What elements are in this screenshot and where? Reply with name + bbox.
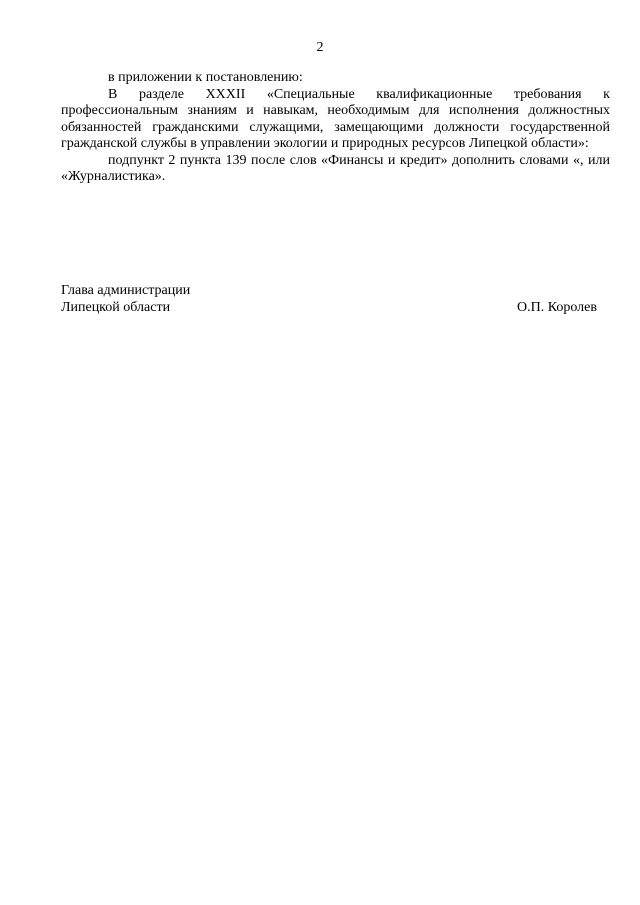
document-body bbox=[61, 70, 610, 186]
signature-block bbox=[61, 282, 597, 316]
signatory-name: О.П. Королев bbox=[517, 300, 597, 315]
signature-position-line2: Липецкой области bbox=[61, 300, 171, 315]
paragraph-section-xxxii: В разделе XXXII «Специальные квалификационные требования к профессиональным знаниям и навыкам, необходимым для исполнения должностных обязанностей гражданскими служащими, замещающими должности государственной гражданской службы в управлении экологии и природных ресурсов Липецкой области»: bbox=[61, 86, 610, 151]
page-number: 2 bbox=[316, 40, 324, 55]
paragraph-intro: в приложении к постановлению: bbox=[108, 70, 303, 85]
signature-position-line1: Глава администрации bbox=[61, 283, 191, 298]
paragraph-amendment: подпункт 2 пункта 139 после слов «Финансы и кредит» дополнить словами «, или «Журналистика». bbox=[61, 152, 610, 184]
